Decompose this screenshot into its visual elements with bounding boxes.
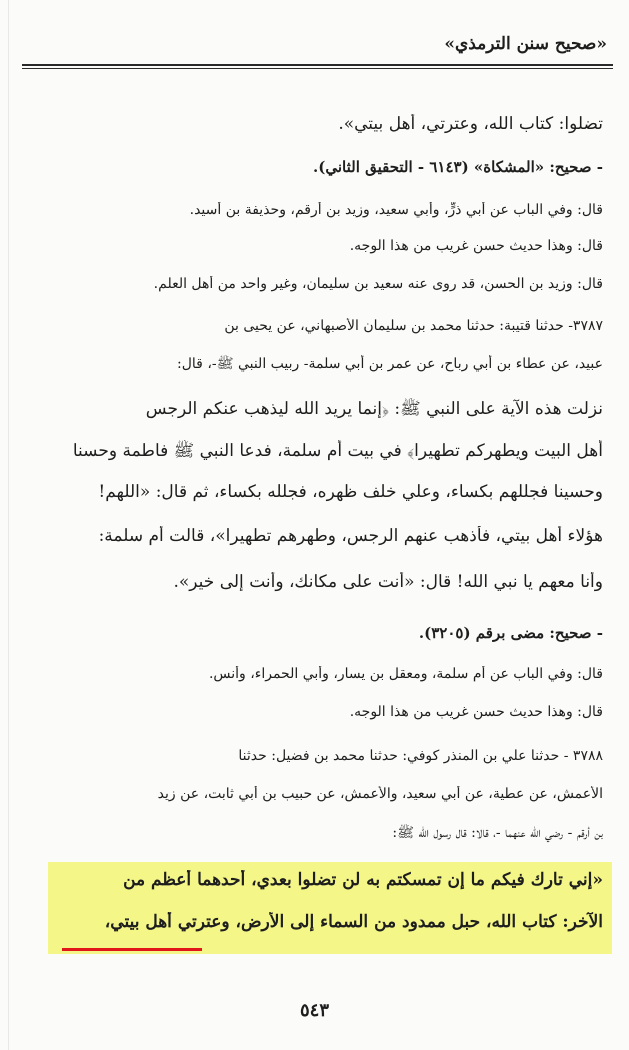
highlighted-line: الآخر: كتاب الله، حبل ممدود من السماء إلى الأرض، وعترتي أهل بيتي، <box>104 912 603 932</box>
text-line: قال: وفي الباب عن أبي ذرٍّ، وأبي سعيد، وزيد بن أرقم، وحذيفة بن أسيد. <box>189 202 603 218</box>
text-line: بن أرقم - رضي الله عنهما -، قالا: قال رسول الله ﷺ: <box>392 825 603 841</box>
text-line: قال: وزيد بن الحسن، قد روى عنه سعيد بن سليمان، وغير واحد من أهل العلم. <box>153 276 603 292</box>
text-line: هؤلاء أهل بيتي، فأذهب عنهم الرجس، وطهرهم تطهيرا»، قالت أم سلمة: <box>98 526 603 546</box>
grading-line: - صحيح: «المشكاة» (٦١٤٣ - التحقيق الثاني). <box>313 158 603 176</box>
text-line: وحسينا فجللهم بكساء، وعلي خلف ظهره، فجلله بكساء، ثم قال: «اللهم! <box>98 482 603 502</box>
grading-line: - صحيح: مضى برقم (٣٢٠٥). <box>418 624 603 642</box>
header-rule-thin <box>22 68 613 69</box>
text-line: قال: وهذا حديث حسن غريب من هذا الوجه. <box>349 704 603 720</box>
red-underline <box>62 948 202 951</box>
text-line: أهل البيت ويطهركم تطهيرا﴾ في بيت أم سلمة، فدعا النبي ﷺ فاطمة وحسنا <box>72 441 603 461</box>
text-line: الأعمش، عن عطية، عن أبي سعيد، والأعمش، عن حبيب بن أبي ثابت، عن زيد <box>157 786 603 802</box>
scan-edge <box>8 0 9 1050</box>
text-line: تضلوا: كتاب الله، وعترتي، أهل بيتي». <box>338 114 603 134</box>
text-line: قال: وفي الباب عن أم سلمة، ومعقل بن يسار، وأبي الحمراء، وأنس. <box>208 666 603 682</box>
text-line: نزلت هذه الآية على النبي ﷺ: ﴿إنما يريد الله ليذهب عنكم الرجس <box>145 399 603 419</box>
hadith-number-line: ٣٧٨٧- حدثنا قتيبة: حدثنا محمد بن سليمان الأصبهاني، عن يحيى بن <box>224 318 603 334</box>
running-header-title: «صحيح سنن الترمذي» <box>444 34 607 54</box>
page-number: ٥٤٣ <box>299 1000 329 1021</box>
header-rule <box>22 64 613 66</box>
highlighted-line: «إني تارك فيكم ما إن تمسكتم به لن تضلوا بعدي، أحدهما أعظم من <box>123 870 603 890</box>
text-line: عبيد، عن عطاء بن أبي رباح، عن عمر بن أبي سلمة- ربيب النبي ﷺ-، قال: <box>177 356 603 372</box>
text-line: وأنا معهم يا نبي الله! قال: «أنت على مكانك، وأنت إلى خير». <box>173 572 603 592</box>
text-line: قال: وهذا حديث حسن غريب من هذا الوجه. <box>349 238 603 254</box>
hadith-number-line: ٣٧٨٨ - حدثنا علي بن المنذر كوفي: حدثنا محمد بن فضيل: حدثنا <box>238 748 603 764</box>
